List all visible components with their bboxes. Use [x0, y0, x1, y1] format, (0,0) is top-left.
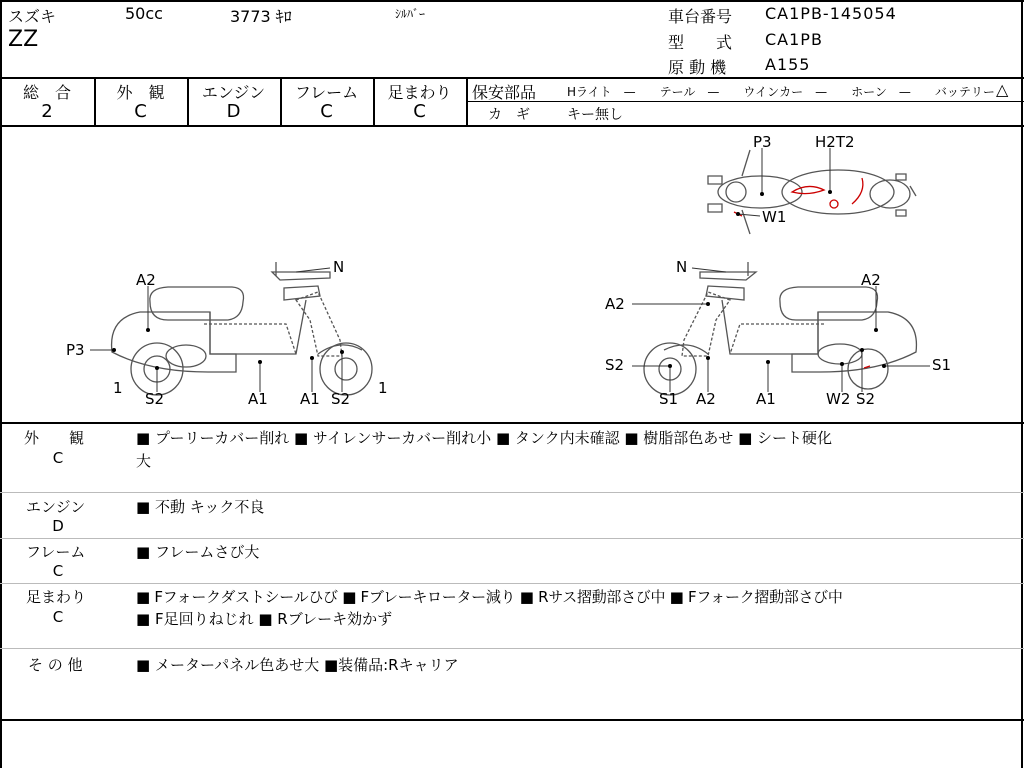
remark-divider [0, 538, 1024, 539]
remark-engine-line1: ■ 不動 キック不良 [136, 498, 265, 516]
label-left-s2b: S2 [331, 390, 351, 408]
chassis-label: 車台番号 [668, 7, 733, 26]
label-top-w1: W1 [762, 208, 787, 226]
label-left-a1b: A1 [300, 390, 320, 408]
label-right-a2a: A2 [605, 295, 625, 313]
grade-header-overall: 総 合 [22, 83, 71, 102]
diagram-bottom-line [0, 422, 1024, 424]
label-left-a2: A2 [136, 271, 156, 289]
remark-exterior-line1: ■ プーリーカバー削れ ■ サイレンサーカバー削れ小 ■ タンク内未確認 ■ 樹脂部色あせ ■ シート硬化 [136, 429, 833, 447]
label-left-n: N [333, 258, 345, 276]
remark-engine-label: エンジン [26, 498, 86, 516]
safety-label: 保安部品 [472, 83, 537, 102]
remark-divider [0, 492, 1024, 493]
remark-suspension-grade: C [52, 608, 64, 626]
label-right-s1a: S1 [659, 390, 679, 408]
remark-divider [0, 583, 1024, 584]
label-right-a2b: A2 [861, 271, 881, 289]
grade-header-frame: フレーム [294, 83, 359, 102]
grade-header-exterior: 外 観 [116, 83, 165, 102]
remark-frame-label: フレーム [26, 543, 86, 561]
model-name: ZZ [8, 27, 39, 52]
grades-top-line [0, 77, 1024, 79]
type-value: CA1PB [765, 30, 823, 49]
label-top-p3: P3 [753, 133, 772, 151]
remark-other-line1: ■ メーターパネル色あせ大 ■装備品:Rキャリア [136, 656, 459, 674]
grade-suspension: C [413, 101, 426, 122]
displacement: 50cc [125, 4, 163, 23]
remark-frame-line1: ■ フレームさび大 [136, 543, 260, 561]
remark-frame-grade: C [52, 562, 64, 580]
remark-exterior-line2: 大 [136, 452, 152, 470]
label-right-a2c: A2 [696, 390, 716, 408]
label-left-p3: P3 [66, 341, 85, 359]
remarks-bottom-line [0, 719, 1024, 721]
label-top-h2t2: H2T2 [815, 133, 855, 151]
grade-engine: D [226, 101, 241, 122]
label-right-s2b: S2 [856, 390, 876, 408]
remark-suspension-line2: ■ F足回りねじれ ■ Rブレーキ効かず [136, 610, 393, 628]
mileage: 3773 ｷﾛ [230, 7, 292, 26]
maker: スズキ [8, 7, 57, 26]
type-label: 型 式 [668, 33, 733, 52]
grade-header-engine: エンジン [201, 83, 266, 102]
chassis-value: CA1PB-145054 [765, 4, 897, 23]
color: ｼﾙﾊﾞｰ [395, 7, 426, 21]
label-left-1a: 1 [113, 379, 123, 397]
grade-exterior: C [134, 101, 147, 122]
key-label: カ ギ [488, 107, 530, 123]
remark-exterior-label: 外 観 [24, 429, 85, 447]
grade-frame: C [320, 101, 333, 122]
frame-right [1021, 0, 1023, 768]
label-right-s2a: S2 [605, 356, 625, 374]
engine-label: 原 動 機 [668, 58, 727, 77]
safety-mid-line [466, 101, 1024, 102]
remark-exterior-grade: C [52, 449, 64, 467]
label-left-1b: 1 [378, 379, 388, 397]
remark-suspension-line1: ■ Fフォークダストシールひび ■ Fブレーキローター減り ■ Rサス摺動部さび中 ■ Fフォーク摺動部さび中 [136, 588, 843, 606]
label-right-a1: A1 [756, 390, 776, 408]
top-view-drawing [708, 150, 916, 234]
engine-value: A155 [765, 55, 811, 74]
battery-mark: △ [996, 80, 1009, 99]
remark-suspension-label: 足まわり [26, 588, 87, 606]
key-value: キー無し [567, 107, 623, 123]
grade-overall: 2 [41, 101, 53, 122]
label-left-s2a: S2 [145, 390, 165, 408]
frame-top [0, 0, 1024, 2]
label-right-w2: W2 [826, 390, 851, 408]
scooter-diagram [0, 126, 1020, 422]
label-right-n: N [676, 258, 688, 276]
label-left-a1a: A1 [248, 390, 268, 408]
remark-other-label: そ の 他 [28, 656, 83, 674]
remark-divider [0, 648, 1024, 649]
grade-header-suspension: 足まわり [387, 83, 452, 102]
label-right-s1b: S1 [932, 356, 952, 374]
safety-items: Hライト — テール — ウインカー — ホーン — バッテリー [567, 85, 995, 99]
remark-engine-grade: D [52, 517, 64, 535]
